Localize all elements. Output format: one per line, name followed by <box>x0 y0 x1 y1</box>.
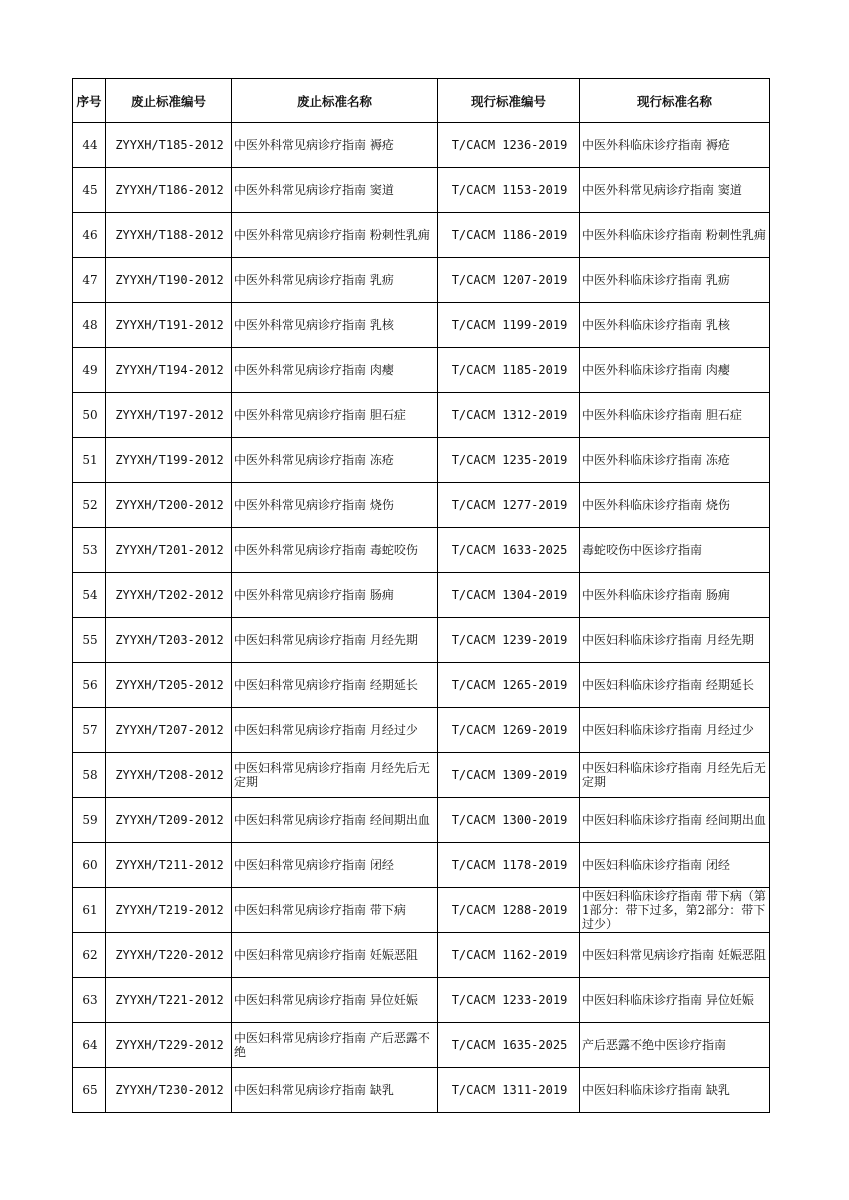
table-row <box>73 663 770 708</box>
table-row <box>73 393 770 438</box>
cell-old-name: 中医外科常见病诊疗指南 褥疮 <box>232 123 438 168</box>
table-row <box>73 258 770 303</box>
header-no: 序号 <box>73 79 106 123</box>
cell-old-code: ZYYXH/T205-2012 <box>106 663 232 708</box>
cell-old-code: ZYYXH/T194-2012 <box>106 348 232 393</box>
cell-new-name: 中医外科临床诊疗指南 胆石症 <box>580 393 770 438</box>
cell-new-name: 中医妇科临床诊疗指南 缺乳 <box>580 1068 770 1113</box>
cell-old-name: 中医外科常见病诊疗指南 毒蛇咬伤 <box>232 528 438 573</box>
cell-new-name: 中医外科临床诊疗指南 褥疮 <box>580 123 770 168</box>
cell-new-code: T/CACM 1304-2019 <box>438 573 580 618</box>
cell-no: 63 <box>73 978 106 1023</box>
cell-no: 51 <box>73 438 106 483</box>
cell-new-code: T/CACM 1162-2019 <box>438 933 580 978</box>
table-row <box>73 528 770 573</box>
cell-new-code: T/CACM 1233-2019 <box>438 978 580 1023</box>
table-row <box>73 438 770 483</box>
cell-new-name: 中医外科临床诊疗指南 粉刺性乳痈 <box>580 213 770 258</box>
header-old-code: 废止标准编号 <box>106 79 232 123</box>
cell-old-name: 中医外科常见病诊疗指南 窦道 <box>232 168 438 213</box>
cell-old-code: ZYYXH/T211-2012 <box>106 843 232 888</box>
cell-old-code: ZYYXH/T230-2012 <box>106 1068 232 1113</box>
cell-old-code: ZYYXH/T197-2012 <box>106 393 232 438</box>
cell-new-name: 中医外科临床诊疗指南 肠痈 <box>580 573 770 618</box>
cell-new-name: 产后恶露不绝中医诊疗指南 <box>580 1023 770 1068</box>
cell-new-name: 毒蛇咬伤中医诊疗指南 <box>580 528 770 573</box>
table-row <box>73 888 770 933</box>
cell-old-name: 中医外科常见病诊疗指南 乳疬 <box>232 258 438 303</box>
table-row <box>73 483 770 528</box>
cell-new-code: T/CACM 1635-2025 <box>438 1023 580 1068</box>
cell-new-code: T/CACM 1311-2019 <box>438 1068 580 1113</box>
cell-old-code: ZYYXH/T202-2012 <box>106 573 232 618</box>
table-row <box>73 123 770 168</box>
cell-old-code: ZYYXH/T221-2012 <box>106 978 232 1023</box>
cell-no: 62 <box>73 933 106 978</box>
cell-old-code: ZYYXH/T191-2012 <box>106 303 232 348</box>
cell-new-code: T/CACM 1239-2019 <box>438 618 580 663</box>
standards-table <box>72 78 770 1113</box>
cell-old-name: 中医外科常见病诊疗指南 肠痈 <box>232 573 438 618</box>
cell-old-code: ZYYXH/T186-2012 <box>106 168 232 213</box>
cell-old-code: ZYYXH/T209-2012 <box>106 798 232 843</box>
table-row <box>73 573 770 618</box>
cell-old-code: ZYYXH/T201-2012 <box>106 528 232 573</box>
cell-new-name: 中医妇科临床诊疗指南 闭经 <box>580 843 770 888</box>
cell-new-name: 中医妇科临床诊疗指南 月经先后无定期 <box>580 753 770 798</box>
header-new-code: 现行标准编号 <box>438 79 580 123</box>
cell-no: 50 <box>73 393 106 438</box>
cell-no: 47 <box>73 258 106 303</box>
cell-no: 49 <box>73 348 106 393</box>
cell-old-code: ZYYXH/T219-2012 <box>106 888 232 933</box>
cell-old-name: 中医妇科常见病诊疗指南 带下病 <box>232 888 438 933</box>
cell-old-code: ZYYXH/T199-2012 <box>106 438 232 483</box>
cell-new-code: T/CACM 1309-2019 <box>438 753 580 798</box>
cell-old-name: 中医妇科常见病诊疗指南 异位妊娠 <box>232 978 438 1023</box>
cell-old-code: ZYYXH/T188-2012 <box>106 213 232 258</box>
table-body <box>73 123 770 1113</box>
cell-no: 53 <box>73 528 106 573</box>
cell-old-code: ZYYXH/T220-2012 <box>106 933 232 978</box>
cell-no: 48 <box>73 303 106 348</box>
cell-old-name: 中医妇科常见病诊疗指南 经间期出血 <box>232 798 438 843</box>
table-row <box>73 348 770 393</box>
cell-new-name: 中医妇科临床诊疗指南 月经过少 <box>580 708 770 753</box>
cell-old-name: 中医妇科常见病诊疗指南 月经先期 <box>232 618 438 663</box>
table-row <box>73 798 770 843</box>
cell-no: 46 <box>73 213 106 258</box>
table-row <box>73 213 770 258</box>
cell-no: 55 <box>73 618 106 663</box>
cell-new-name: 中医妇科常见病诊疗指南 妊娠恶阻 <box>580 933 770 978</box>
cell-new-name: 中医外科临床诊疗指南 肉瘿 <box>580 348 770 393</box>
cell-no: 60 <box>73 843 106 888</box>
cell-old-name: 中医外科常见病诊疗指南 烧伤 <box>232 483 438 528</box>
table-row <box>73 303 770 348</box>
table-row <box>73 933 770 978</box>
cell-old-name: 中医外科常见病诊疗指南 胆石症 <box>232 393 438 438</box>
cell-old-name: 中医妇科常见病诊疗指南 产后恶露不绝 <box>232 1023 438 1068</box>
cell-new-name: 中医外科临床诊疗指南 乳疬 <box>580 258 770 303</box>
cell-no: 52 <box>73 483 106 528</box>
cell-no: 64 <box>73 1023 106 1068</box>
cell-new-code: T/CACM 1207-2019 <box>438 258 580 303</box>
cell-new-code: T/CACM 1277-2019 <box>438 483 580 528</box>
cell-new-code: T/CACM 1185-2019 <box>438 348 580 393</box>
cell-no: 54 <box>73 573 106 618</box>
cell-new-name: 中医外科临床诊疗指南 冻疮 <box>580 438 770 483</box>
cell-new-name: 中医妇科临床诊疗指南 经间期出血 <box>580 798 770 843</box>
cell-old-code: ZYYXH/T185-2012 <box>106 123 232 168</box>
header-new-name: 现行标准名称 <box>580 79 770 123</box>
table-row <box>73 1068 770 1113</box>
cell-new-code: T/CACM 1288-2019 <box>438 888 580 933</box>
cell-no: 44 <box>73 123 106 168</box>
cell-old-code: ZYYXH/T229-2012 <box>106 1023 232 1068</box>
cell-old-name: 中医外科常见病诊疗指南 粉刺性乳痈 <box>232 213 438 258</box>
cell-new-name: 中医妇科临床诊疗指南 月经先期 <box>580 618 770 663</box>
cell-new-code: T/CACM 1235-2019 <box>438 438 580 483</box>
cell-no: 59 <box>73 798 106 843</box>
cell-old-name: 中医妇科常见病诊疗指南 月经先后无定期 <box>232 753 438 798</box>
cell-old-code: ZYYXH/T200-2012 <box>106 483 232 528</box>
cell-new-name: 中医外科临床诊疗指南 乳核 <box>580 303 770 348</box>
table-row <box>73 753 770 798</box>
table-row <box>73 978 770 1023</box>
cell-old-name: 中医妇科常见病诊疗指南 月经过少 <box>232 708 438 753</box>
cell-no: 56 <box>73 663 106 708</box>
cell-old-name: 中医妇科常见病诊疗指南 妊娠恶阻 <box>232 933 438 978</box>
cell-old-code: ZYYXH/T203-2012 <box>106 618 232 663</box>
cell-no: 58 <box>73 753 106 798</box>
cell-old-code: ZYYXH/T208-2012 <box>106 753 232 798</box>
cell-old-name: 中医外科常见病诊疗指南 冻疮 <box>232 438 438 483</box>
cell-new-name: 中医妇科临床诊疗指南 异位妊娠 <box>580 978 770 1023</box>
cell-new-code: T/CACM 1265-2019 <box>438 663 580 708</box>
table-row <box>73 843 770 888</box>
table-row <box>73 708 770 753</box>
cell-old-code: ZYYXH/T207-2012 <box>106 708 232 753</box>
cell-new-code: T/CACM 1269-2019 <box>438 708 580 753</box>
table-row <box>73 618 770 663</box>
cell-old-name: 中医外科常见病诊疗指南 乳核 <box>232 303 438 348</box>
cell-new-name: 中医妇科临床诊疗指南 带下病（第1部分：带下过多，第2部分：带下过少） <box>580 888 770 933</box>
cell-no: 57 <box>73 708 106 753</box>
cell-old-name: 中医妇科常见病诊疗指南 缺乳 <box>232 1068 438 1113</box>
cell-new-code: T/CACM 1178-2019 <box>438 843 580 888</box>
cell-old-name: 中医妇科常见病诊疗指南 闭经 <box>232 843 438 888</box>
cell-no: 61 <box>73 888 106 933</box>
cell-new-code: T/CACM 1236-2019 <box>438 123 580 168</box>
table-row <box>73 168 770 213</box>
table-row <box>73 1023 770 1068</box>
cell-no: 65 <box>73 1068 106 1113</box>
header-row <box>73 79 770 123</box>
cell-old-code: ZYYXH/T190-2012 <box>106 258 232 303</box>
cell-old-name: 中医外科常见病诊疗指南 肉瘿 <box>232 348 438 393</box>
cell-new-code: T/CACM 1199-2019 <box>438 303 580 348</box>
cell-new-code: T/CACM 1312-2019 <box>438 393 580 438</box>
cell-new-name: 中医外科临床诊疗指南 烧伤 <box>580 483 770 528</box>
cell-new-code: T/CACM 1153-2019 <box>438 168 580 213</box>
cell-old-name: 中医妇科常见病诊疗指南 经期延长 <box>232 663 438 708</box>
cell-new-code: T/CACM 1633-2025 <box>438 528 580 573</box>
cell-new-name: 中医妇科临床诊疗指南 经期延长 <box>580 663 770 708</box>
header-old-name: 废止标准名称 <box>232 79 438 123</box>
cell-new-code: T/CACM 1300-2019 <box>438 798 580 843</box>
cell-new-code: T/CACM 1186-2019 <box>438 213 580 258</box>
cell-no: 45 <box>73 168 106 213</box>
cell-new-name: 中医外科常见病诊疗指南 窦道 <box>580 168 770 213</box>
